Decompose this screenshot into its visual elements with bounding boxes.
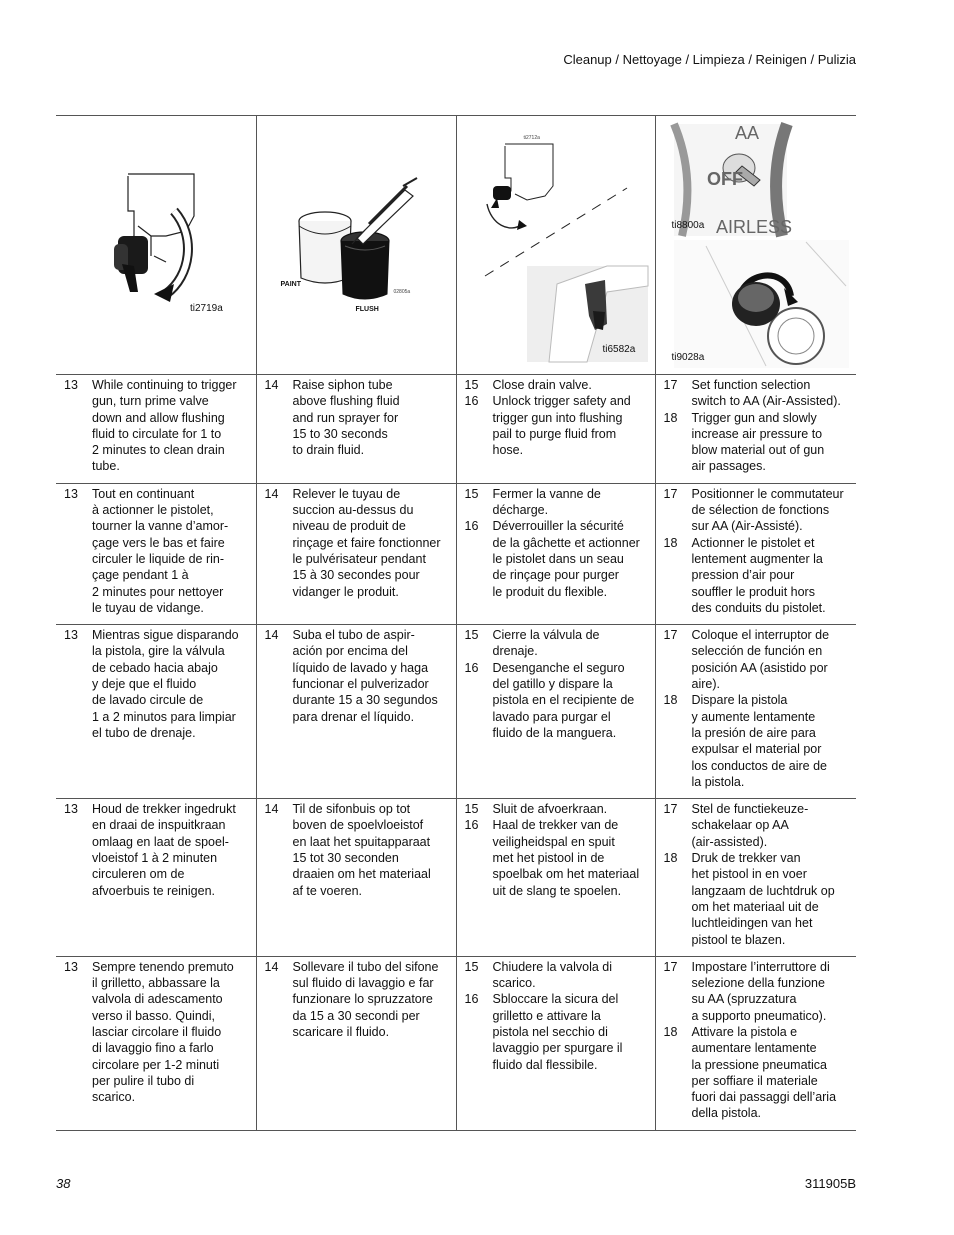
step-item — [465, 518, 651, 599]
step-text: Mientras sigue disparando la pistola, gire la válvula de cebado hacia abajo y deje que el fluido de lavado circule de 1 a 2 minutos para limpiar el tubo de drenaje. — [92, 628, 239, 740]
step-item — [664, 627, 853, 692]
step-item — [465, 817, 651, 898]
instruction-cell — [256, 625, 456, 799]
step-text: Dispare la pistola y aumente lentamente la presión de aire para expulsar el material por los conductos de aire de la pistola. — [691, 693, 828, 789]
step-text: Actionner le pistolet et lentement augmenter la pression d’air pour souffler le produit hors des conduits du pistolet. — [691, 535, 826, 615]
step-item — [664, 1024, 853, 1122]
step-number: 17 — [663, 378, 678, 392]
illustration-function-switch — [655, 116, 856, 375]
step-number: 14 — [264, 802, 279, 817]
step-item — [64, 486, 252, 616]
step-text: Stel de functiekeuze- schakelaar op AA (air-assisted). — [691, 802, 809, 849]
step-text: Attivare la pistola e aumentare lentamente la pressione pneumatica per soffiare il materiale fuori dai passaggi dell’aria della pistola. — [691, 1024, 837, 1121]
step-item — [664, 486, 853, 535]
step-text: Desenganche el seguro del gatillo y dispare la pistola en el recipiente de lavado para purgar el fluido de la manguera. — [492, 660, 635, 740]
instruction-cell — [456, 375, 655, 484]
step-text: Chiudere la valvola di scarico. — [492, 959, 613, 991]
instruction-cell — [655, 799, 856, 957]
image-tag-ti6582a: ti6582a — [602, 344, 636, 355]
document-number: 311905B — [804, 1176, 856, 1191]
aa-text: AA — [734, 123, 759, 143]
step-text: Raise siphon tube above flushing fluid and run sprayer for 15 to 30 seconds to drain fluid. — [292, 378, 400, 458]
step-number: 14 — [264, 959, 279, 974]
step-item — [465, 991, 651, 1072]
step-item — [664, 850, 853, 948]
instruction-cell — [56, 956, 256, 1130]
step-item — [64, 801, 252, 899]
label-flush: FLUSH — [355, 306, 379, 313]
step-number: 16 — [464, 992, 479, 1007]
step-number: 13 — [64, 802, 78, 817]
step-text: Suba el tubo de aspir- ación por encima del líquido de lavado y haga funcionar el pulverizador durante 15 a 30 segundos para drenar el líquido. — [292, 628, 438, 724]
image-tag-ti9028a: ti9028a — [671, 352, 705, 363]
image-tag-ti2712a: ti2712a — [523, 135, 540, 141]
step-number: 15 — [464, 959, 479, 974]
step-item — [465, 627, 651, 660]
step-text: Sempre tenendo premuto il grilletto, abbassare la valvola di adescamento verso il basso. Quindi, lasciar circolare il fluido di lavaggio fino a farlo circolare per 1-2 minuti per pulire il tubo di scarico. — [92, 959, 234, 1105]
step-item — [664, 801, 853, 850]
step-text: Coloque el interruptor de selección de función en posición AA (asistido por aire). — [691, 628, 830, 692]
airless-text: AIRLESS — [715, 217, 792, 237]
step-number: 18 — [663, 535, 678, 550]
instruction-cell — [56, 375, 256, 484]
step-number: 15 — [464, 486, 479, 501]
step-text: Druk de trekker van het pistool in en voer langzaam de luchtdruk op om het materiaal uit de luchtleidingen van het pistool te blazen. — [691, 851, 835, 947]
step-item — [265, 959, 452, 1040]
instruction-cell — [456, 956, 655, 1130]
step-number: 18 — [663, 410, 678, 425]
instruction-row-es — [56, 625, 856, 799]
step-number: 15 — [464, 378, 479, 392]
instruction-cell — [256, 799, 456, 957]
instruction-cell — [256, 375, 456, 484]
step-number: 14 — [264, 486, 279, 501]
step-number: 16 — [464, 660, 479, 675]
prime-valve-illustration — [56, 116, 256, 374]
illustration-siphon — [256, 116, 456, 375]
instruction-cell — [56, 799, 256, 957]
step-item — [265, 486, 452, 600]
instruction-cell — [456, 483, 655, 624]
instruction-row-it — [56, 956, 856, 1130]
step-number: 13 — [64, 628, 78, 643]
instruction-row-fr — [56, 483, 856, 624]
step-item — [64, 627, 252, 741]
drain-and-gun-illustration — [457, 116, 656, 374]
instruction-cell — [655, 625, 856, 799]
step-item — [64, 377, 252, 475]
step-number: 16 — [464, 519, 479, 534]
step-text: Cierre la válvula de drenaje. — [492, 628, 600, 659]
step-text: Sluit de afvoerkraan. — [492, 802, 608, 817]
step-item — [664, 377, 853, 410]
step-item — [465, 377, 651, 393]
step-number: 18 — [663, 851, 678, 866]
instruction-row-nl — [56, 799, 856, 957]
instruction-row-en — [56, 375, 856, 484]
illustration-trigger-gun — [456, 116, 655, 375]
page-header: Cleanup / Nettoyage / Limpieza / Reinigen / Pulizia — [563, 52, 856, 67]
step-text: Sbloccare la sicura del grilletto e attivare la pistola nel secchio di lavaggio per spurgare il fluido dal flessibile. — [492, 992, 623, 1072]
siphon-pail-illustration — [257, 116, 457, 374]
step-number: 14 — [264, 378, 279, 392]
step-item — [664, 959, 853, 1024]
step-number: 13 — [64, 378, 78, 392]
step-number: 16 — [464, 818, 479, 833]
function-switch-illustration — [656, 116, 857, 374]
step-item — [465, 393, 651, 458]
step-item — [265, 627, 452, 725]
step-text: Fermer la vanne de décharge. — [492, 486, 601, 518]
step-text: Impostare l’interruttore di selezione della funzione su AA (spruzzatura a supporto pneumatico). — [691, 959, 830, 1023]
off-text: OFF — [706, 169, 743, 189]
step-number: 14 — [264, 628, 279, 643]
instruction-table — [56, 115, 856, 1131]
instruction-cell — [256, 956, 456, 1130]
label-paint: PAINT — [280, 281, 301, 288]
step-number: 18 — [663, 1024, 678, 1039]
instruction-cell — [655, 956, 856, 1130]
instruction-cell — [456, 799, 655, 957]
step-item — [664, 535, 853, 616]
step-number: 18 — [663, 693, 678, 708]
step-item — [465, 660, 651, 741]
step-item — [465, 486, 651, 519]
step-number: 17 — [663, 802, 678, 817]
step-text: Set function selection switch to AA (Air-Assisted). — [691, 378, 841, 409]
instruction-cell — [655, 375, 856, 484]
step-text: Déverrouiller la sécurité de la gâchette et actionner le pistolet dans un seau de rinçage pour purger le produit du flexible. — [492, 519, 640, 599]
step-item — [64, 959, 252, 1106]
step-item — [265, 801, 452, 899]
instruction-cell — [256, 483, 456, 624]
instruction-cell — [56, 483, 256, 624]
image-tag-ti2719a: ti2719a — [190, 303, 223, 314]
step-text: Tout en continuant à actionner le pistolet, tourner la vanne d’amor- çage vers le bas et faire circuler le liquide de rin- çage pendant 1 à 2 minutes pour nettoyer le tuyau de vidange. — [92, 486, 229, 615]
step-text: Unlock trigger safety and trigger gun into flushing pail to purge fluid from hose. — [492, 394, 631, 458]
step-item — [664, 692, 853, 790]
step-text: Trigger gun and slowly increase air pressure to blow material out of gun air passages. — [691, 410, 825, 474]
illustration-row — [56, 116, 856, 375]
page-number: 38 — [56, 1176, 71, 1191]
instruction-cell — [56, 625, 256, 799]
step-number: 17 — [663, 628, 678, 643]
step-text: While continuing to trigger gun, turn prime valve down and allow flushing fluid to circulate for 1 to 2 minutes to clean drain tube. — [92, 378, 237, 474]
step-text: Sollevare il tubo del sifone sul fluido di lavaggio e far funzionare lo spruzzatore da 15 a 30 secondi per scaricare il fluido. — [292, 959, 439, 1039]
step-text: Til de sifonbuis op tot boven de spoelvloeistof en laat het spuitapparaat 15 tot 30 seconden draaien om het materiaal af te voeren. — [292, 802, 431, 898]
step-number: 15 — [464, 802, 479, 817]
image-tag-02805a: 02805a — [393, 289, 411, 295]
step-text: Haal de trekker van de veiligheidspal en spuit met het pistool in de spoelbak om het materiaal uit de slang te spoelen. — [492, 818, 640, 898]
step-number: 17 — [663, 486, 678, 501]
step-item — [664, 410, 853, 475]
step-text: Positionner le commutateur de sélection de fonctions sur AA (Air-Assisté). — [691, 486, 844, 534]
image-tag-ti8800a: ti8800a — [671, 220, 705, 231]
step-number: 16 — [464, 394, 479, 409]
illustration-prime-valve — [56, 116, 256, 375]
step-number: 17 — [663, 959, 678, 974]
step-item — [465, 959, 651, 992]
step-text: Houd de trekker ingedrukt en draai de inspuitkraan omlaag en laat de spoel- vloeistof 1 à 2 minuten circuleren om de afvoerbuis te reinigen. — [92, 802, 236, 898]
step-number: 13 — [64, 959, 78, 974]
step-item — [465, 801, 651, 817]
step-text: Close drain valve. — [492, 378, 592, 392]
step-number: 15 — [464, 628, 479, 643]
step-item — [265, 377, 452, 458]
step-number: 13 — [64, 486, 78, 501]
instruction-cell — [456, 625, 655, 799]
instruction-cell — [655, 483, 856, 624]
step-text: Relever le tuyau de succion au-dessus du niveau de produit de rinçage et faire fonctionner le pulvérisateur pendant 15 à 30 secondes pour vidanger le produit. — [292, 486, 441, 599]
